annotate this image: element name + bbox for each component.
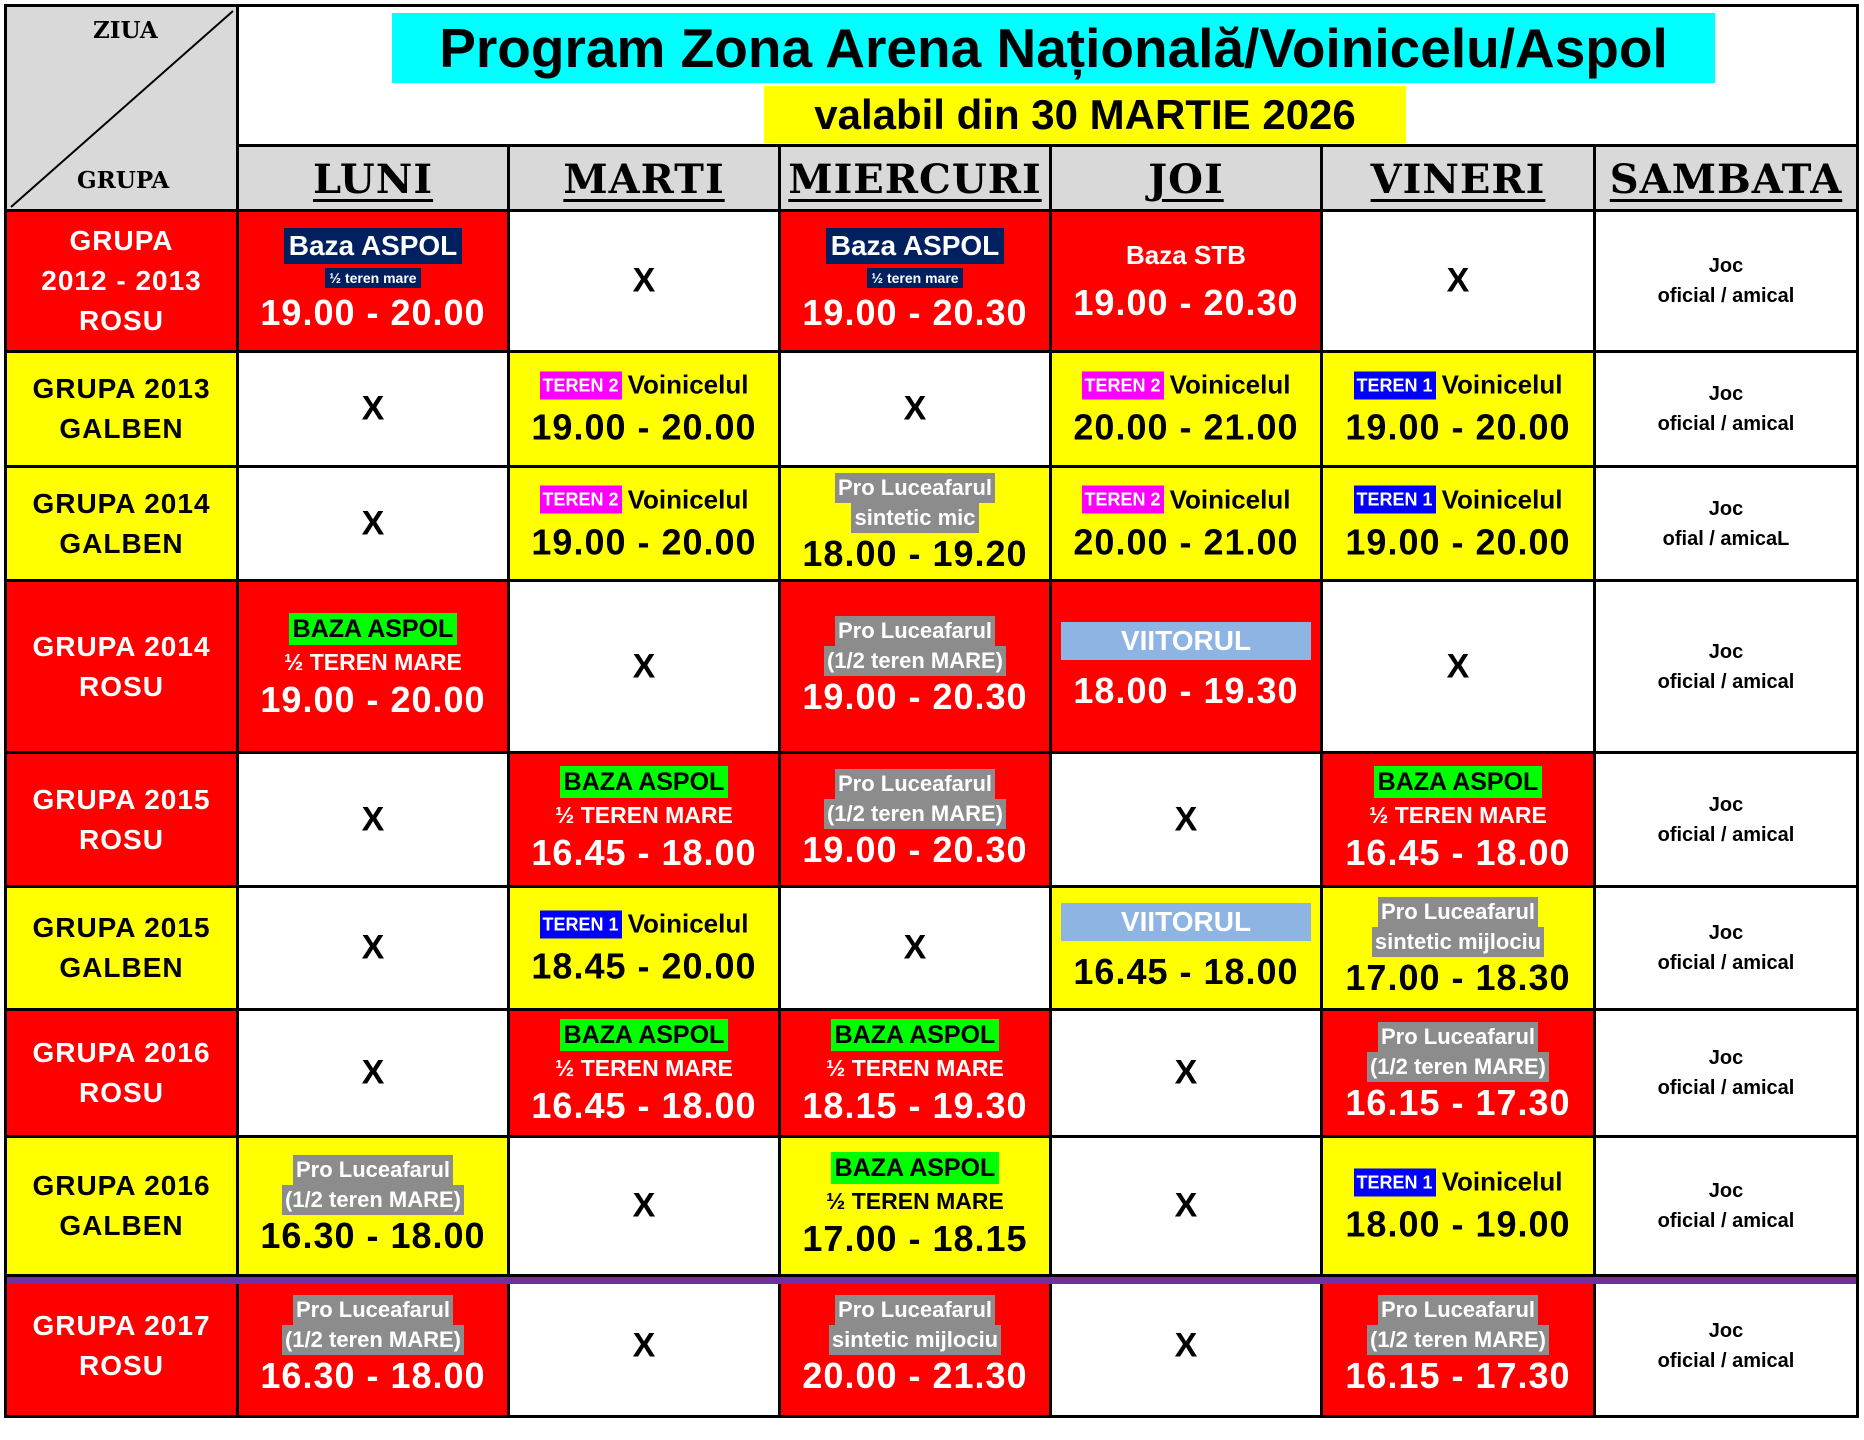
saturday-note: oficial / amical — [1657, 1077, 1795, 1099]
no-training-mark: X — [361, 928, 385, 967]
cell-content — [239, 390, 507, 429]
schedule-cell-joi — [1052, 1138, 1323, 1277]
time-slot: 19.00 - 20.00 — [260, 292, 486, 333]
venue-name: Voinicelul — [1441, 484, 1563, 514]
venue-row — [1354, 1167, 1563, 1198]
venue-label: Pro Luceafarul — [835, 616, 995, 646]
schedule-cell-sambata — [1596, 888, 1856, 1011]
group-label-cell — [7, 582, 239, 754]
day-header-vineri: VINERI — [1323, 147, 1596, 212]
no-training-mark: X — [903, 928, 927, 967]
venue-sublabel: (1/2 teren MARE) — [824, 799, 1006, 829]
cell-content — [239, 1295, 507, 1397]
venue-label: Baza ASPOL — [826, 228, 1005, 264]
day-header-joi: JOI — [1052, 147, 1323, 212]
saturday-note: oficial / amical — [1657, 285, 1795, 307]
cell-content — [781, 473, 1049, 575]
time-slot: 16.45 - 18.00 — [531, 1085, 757, 1126]
group-label-line: GRUPA 2016 — [32, 1170, 211, 1201]
venue-sublabel: ½ TEREN MARE — [555, 801, 733, 828]
saturday-note: Joc — [1708, 497, 1744, 520]
time-slot: 18.00 - 19.30 — [1073, 669, 1299, 711]
cell-content — [1323, 484, 1593, 563]
cell-content — [1323, 370, 1593, 449]
schedule-cell-miercuri — [781, 888, 1052, 1011]
schedule-cell-vineri — [1323, 1138, 1596, 1277]
venue-sublabel: (1/2 teren MARE) — [282, 1325, 464, 1355]
cell-content — [1596, 790, 1856, 850]
venue-label: Baza ASPOL — [284, 228, 463, 264]
cell-content — [1323, 1295, 1593, 1397]
page-title: Program Zona Arena Națională/Voinicelu/Aspol — [392, 13, 1715, 83]
cell-content — [510, 262, 778, 301]
group-label-line: GALBEN — [59, 527, 184, 559]
schedule-cell-vineri — [1323, 754, 1596, 888]
field-badge: TEREN 1 — [1354, 1168, 1436, 1196]
day-header-sambata: SAMBATA — [1596, 147, 1856, 212]
venue-sublabel: ½ TEREN MARE — [1369, 801, 1547, 828]
time-slot: 20.00 - 21.30 — [802, 1355, 1028, 1396]
venue-name: Voinicelul — [627, 369, 749, 400]
venue-name: Voinicelul — [1441, 369, 1563, 400]
schedule-cell-sambata — [1596, 582, 1856, 754]
group-label-line: ROSU — [79, 1350, 164, 1381]
venue-sublabel: ½ TEREN MARE — [284, 648, 462, 675]
cell-content — [781, 228, 1049, 334]
venue-label: Pro Luceafarul — [835, 769, 995, 799]
time-slot: 19.00 - 20.00 — [1345, 406, 1571, 448]
schedule-cell-joi — [1052, 468, 1323, 582]
time-slot: 18.45 - 20.00 — [531, 945, 757, 987]
cell-content — [1596, 637, 1856, 697]
schedule-cell-sambata — [1596, 754, 1856, 888]
field-badge: TEREN 2 — [540, 486, 622, 514]
no-training-mark: X — [1174, 1053, 1198, 1092]
saturday-note: oficial / amical — [1657, 670, 1795, 693]
cell-content — [1323, 647, 1593, 686]
day-header-miercuri: MIERCURI — [781, 147, 1052, 212]
schedule-cell-luni — [239, 468, 510, 582]
no-training-mark: X — [632, 647, 656, 685]
schedule-cell-miercuri — [781, 212, 1052, 353]
cell-content — [239, 504, 507, 543]
schedule-cell-luni — [239, 1138, 510, 1277]
time-slot: 19.00 - 20.00 — [260, 678, 486, 720]
schedule-cell-marti — [510, 353, 781, 468]
venue-label: BAZA ASPOL — [560, 1019, 729, 1051]
schedule-cell-joi — [1052, 754, 1323, 888]
schedule-cell-sambata — [1596, 1277, 1856, 1415]
time-slot: 17.00 - 18.30 — [1345, 957, 1571, 998]
no-training-mark: X — [361, 504, 385, 542]
schedule-cell-miercuri — [781, 582, 1052, 754]
schedule-cell-luni — [239, 212, 510, 353]
group-label-line: GALBEN — [59, 413, 184, 444]
time-slot: 19.00 - 20.30 — [802, 828, 1028, 870]
no-training-mark: X — [1174, 1186, 1198, 1225]
time-slot: 17.00 - 18.15 — [802, 1218, 1028, 1259]
venue-name: Voinicelul — [1169, 369, 1291, 400]
saturday-note: Joc — [1708, 793, 1744, 816]
group-label-line: GRUPA 2014 — [32, 630, 211, 662]
time-slot: 19.00 - 20.00 — [531, 406, 757, 448]
saturday-note: ofial / amicaL — [1662, 527, 1790, 550]
saturday-note: oficial / amical — [1657, 823, 1795, 846]
no-training-mark: X — [1174, 1326, 1198, 1365]
cell-content — [781, 929, 1049, 968]
cell-content — [239, 1155, 507, 1257]
cell-content — [781, 390, 1049, 429]
cell-content — [1596, 918, 1856, 978]
group-label-cell — [7, 353, 239, 468]
group-label-line: GALBEN — [59, 1210, 184, 1241]
field-badge: TEREN 1 — [1354, 371, 1436, 399]
cell-content — [239, 1054, 507, 1093]
cell-content — [510, 1019, 778, 1127]
time-slot: 18.15 - 19.30 — [802, 1085, 1028, 1126]
group-label-line: GRUPA 2014 — [32, 487, 211, 519]
time-slot: 16.15 - 17.30 — [1345, 1355, 1571, 1396]
cell-content — [1052, 1327, 1320, 1366]
group-label-cell — [7, 212, 239, 353]
cell-content — [239, 228, 507, 334]
cell-content — [510, 1327, 778, 1366]
cell-content — [239, 613, 507, 721]
cell-content — [510, 370, 778, 449]
time-slot: 16.30 - 18.00 — [260, 1355, 486, 1396]
venue-name: Voinicelul — [627, 908, 749, 939]
field-badge: TEREN 2 — [1082, 486, 1164, 514]
no-training-mark: X — [361, 800, 385, 838]
title-area — [239, 7, 1856, 147]
schedule-cell-vineri — [1323, 1277, 1596, 1415]
venue-name: Voinicelul — [1441, 1166, 1563, 1197]
venue-label: BAZA ASPOL — [831, 1152, 1000, 1184]
cell-content — [510, 909, 778, 988]
time-slot: 16.45 - 18.00 — [531, 831, 757, 873]
corner-group-label: GRUPA — [77, 167, 170, 194]
time-slot: 18.00 - 19.00 — [1345, 1203, 1571, 1245]
group-label-line: ROSU — [79, 823, 164, 855]
venue-row — [540, 909, 749, 940]
corner-header — [7, 7, 239, 212]
venue-label: Pro Luceafarul — [1378, 897, 1538, 927]
cell-content — [510, 647, 778, 686]
saturday-note: Joc — [1708, 640, 1744, 663]
cell-content — [1052, 370, 1320, 449]
cell-content — [1596, 251, 1856, 311]
group-label-line: ROSU — [79, 670, 164, 702]
page-subtitle: valabil din 30 MARTIE 2026 — [764, 86, 1406, 143]
field-badge: TEREN 2 — [1082, 371, 1164, 399]
cell-content — [510, 484, 778, 563]
schedule-cell-miercuri — [781, 1277, 1052, 1415]
field-badge: TEREN 1 — [1354, 486, 1436, 514]
schedule-cell-luni — [239, 888, 510, 1011]
venue-sublabel: ½ TEREN MARE — [555, 1055, 733, 1081]
schedule-cell-joi — [1052, 1011, 1323, 1138]
cell-content — [1052, 622, 1320, 712]
group-label-cell — [7, 888, 239, 1011]
group-label-cell — [7, 1011, 239, 1138]
group-label-cell — [7, 754, 239, 888]
schedule-cell-marti — [510, 888, 781, 1011]
day-header-luni: LUNI — [239, 147, 510, 212]
venue-sublabel: ½ teren mare — [867, 268, 962, 288]
cell-content — [781, 616, 1049, 718]
cell-content — [510, 1187, 778, 1226]
schedule-sheet — [4, 4, 1859, 1418]
venue-sublabel: ½ TEREN MARE — [826, 1188, 1004, 1214]
time-slot: 16.45 - 18.00 — [1073, 951, 1299, 992]
group-label-line: GRUPA 2016 — [32, 1037, 211, 1068]
venue-sublabel: (1/2 teren MARE) — [1367, 1052, 1549, 1082]
schedule-cell-sambata — [1596, 1138, 1856, 1277]
schedule-cell-marti — [510, 1011, 781, 1138]
no-training-mark: X — [1446, 261, 1470, 300]
group-label-line: GALBEN — [59, 952, 184, 983]
cell-content — [1323, 1022, 1593, 1124]
schedule-cell-luni — [239, 1277, 510, 1415]
venue-row — [540, 484, 749, 515]
venue-row — [1354, 484, 1563, 515]
group-label-line: GRUPA 2015 — [32, 912, 211, 943]
cell-content — [781, 1295, 1049, 1397]
venue-row — [1082, 370, 1291, 401]
saturday-note: oficial / amical — [1657, 1210, 1795, 1232]
venue-label: BAZA ASPOL — [560, 766, 729, 798]
schedule-cell-joi — [1052, 888, 1323, 1011]
venue-name: Voinicelul — [627, 484, 749, 514]
time-slot: 19.00 - 20.30 — [802, 675, 1028, 717]
venue-sublabel: ½ teren mare — [325, 268, 420, 288]
cell-content — [1052, 238, 1320, 324]
saturday-note: Joc — [1708, 255, 1744, 277]
venue-label: Pro Luceafarul — [1378, 1022, 1538, 1052]
cell-content — [1596, 494, 1856, 554]
venue-sublabel: sintetic mijlociu — [1372, 927, 1544, 957]
group-label-line: GRUPA — [69, 225, 174, 256]
schedule-cell-marti — [510, 468, 781, 582]
venue-label: VIITORUL — [1061, 903, 1311, 941]
saturday-note: Joc — [1708, 383, 1744, 405]
no-training-mark: X — [361, 389, 385, 428]
time-slot: 19.00 - 20.30 — [802, 292, 1028, 333]
schedule-cell-joi — [1052, 582, 1323, 754]
saturday-note: oficial / amical — [1657, 952, 1795, 974]
time-slot: 20.00 - 21.00 — [1073, 406, 1299, 448]
group-label-line: ROSU — [79, 305, 164, 336]
group-label-line: 2012 - 2013 — [41, 265, 202, 296]
no-training-mark: X — [903, 389, 927, 428]
schedule-cell-joi — [1052, 1277, 1323, 1415]
schedule-cell-miercuri — [781, 353, 1052, 468]
schedule-cell-vineri — [1323, 212, 1596, 353]
cell-content — [781, 1019, 1049, 1127]
schedule-cell-sambata — [1596, 1011, 1856, 1138]
day-header-marti: MARTI — [510, 147, 781, 212]
schedule-cell-marti — [510, 754, 781, 888]
cell-content — [510, 766, 778, 874]
time-slot: 16.30 - 18.00 — [260, 1215, 486, 1256]
cell-content — [781, 1152, 1049, 1260]
cell-content — [239, 800, 507, 839]
venue-row — [540, 370, 749, 401]
cell-content — [781, 769, 1049, 871]
time-slot: 19.00 - 20.00 — [1345, 521, 1571, 562]
cell-content — [1596, 1176, 1856, 1236]
group-label-line: GRUPA 2017 — [32, 1310, 211, 1341]
time-slot: 18.00 - 19.20 — [802, 532, 1028, 574]
schedule-cell-sambata — [1596, 353, 1856, 468]
saturday-note: Joc — [1708, 1047, 1744, 1069]
cell-content — [1323, 262, 1593, 301]
no-training-mark: X — [1174, 800, 1198, 838]
group-label-line: GRUPA 2013 — [32, 373, 211, 404]
no-training-mark: X — [1446, 647, 1470, 685]
schedule-cell-vineri — [1323, 353, 1596, 468]
no-training-mark: X — [361, 1053, 385, 1092]
venue-name: Voinicelul — [1169, 484, 1291, 514]
cell-content — [1596, 1316, 1856, 1376]
cell-content — [1323, 1167, 1593, 1246]
schedule-cell-luni — [239, 582, 510, 754]
venue-sublabel: (1/2 teren MARE) — [824, 646, 1006, 676]
cell-content — [1596, 379, 1856, 439]
group-label-cell — [7, 468, 239, 582]
time-slot: 19.00 - 20.00 — [531, 521, 757, 562]
schedule-cell-luni — [239, 1011, 510, 1138]
venue-label: VIITORUL — [1061, 622, 1311, 660]
schedule-cell-vineri — [1323, 1011, 1596, 1138]
cell-content — [1323, 897, 1593, 999]
schedule-cell-miercuri — [781, 1138, 1052, 1277]
schedule-cell-miercuri — [781, 1011, 1052, 1138]
cell-content — [1052, 1054, 1320, 1093]
schedule-cell-marti — [510, 1138, 781, 1277]
venue-row — [1082, 484, 1291, 515]
venue-label: Pro Luceafarul — [1378, 1295, 1538, 1325]
cell-content — [1323, 766, 1593, 874]
schedule-cell-joi — [1052, 353, 1323, 468]
venue-label: Pro Luceafarul — [835, 473, 995, 503]
saturday-note: oficial / amical — [1657, 413, 1795, 435]
group-label-line: GRUPA 2015 — [32, 783, 211, 815]
venue-row — [1354, 370, 1563, 401]
saturday-note: Joc — [1708, 1320, 1744, 1342]
field-badge: TEREN 1 — [540, 910, 622, 938]
group-label-cell — [7, 1138, 239, 1277]
schedule-cell-sambata — [1596, 468, 1856, 582]
time-slot: 19.00 - 20.30 — [1073, 282, 1299, 323]
saturday-note: oficial / amical — [1657, 1350, 1795, 1372]
cell-content — [1052, 1187, 1320, 1226]
corner-day-label: ZIUA — [93, 17, 158, 44]
cell-content — [1052, 800, 1320, 839]
venue-label: BAZA ASPOL — [289, 613, 458, 645]
venue-sublabel: sintetic mijlociu — [829, 1325, 1001, 1355]
group-label-line: ROSU — [79, 1077, 164, 1108]
saturday-note: Joc — [1708, 922, 1744, 944]
schedule-cell-joi — [1052, 212, 1323, 353]
schedule-cell-sambata — [1596, 212, 1856, 353]
schedule-cell-marti — [510, 582, 781, 754]
cell-content — [1596, 1043, 1856, 1103]
cell-content — [239, 929, 507, 968]
venue-sublabel: (1/2 teren MARE) — [282, 1185, 464, 1215]
cell-content — [1052, 903, 1320, 993]
purple-divider — [7, 1277, 1856, 1284]
time-slot: 16.15 - 17.30 — [1345, 1082, 1571, 1123]
schedule-cell-marti — [510, 212, 781, 353]
venue-sublabel: ½ TEREN MARE — [826, 1055, 1004, 1081]
no-training-mark: X — [632, 1326, 656, 1365]
field-badge: TEREN 2 — [540, 371, 622, 399]
venue-sublabel: (1/2 teren MARE) — [1367, 1325, 1549, 1355]
venue-sublabel: sintetic mic — [851, 503, 978, 533]
saturday-note: Joc — [1708, 1180, 1744, 1202]
schedule-cell-vineri — [1323, 582, 1596, 754]
venue-label: Baza STB — [1126, 240, 1246, 270]
venue-label: Pro Luceafarul — [293, 1295, 453, 1325]
venue-label: Pro Luceafarul — [293, 1155, 453, 1185]
time-slot: 20.00 - 21.00 — [1073, 521, 1299, 562]
group-label-cell — [7, 1277, 239, 1415]
venue-label: BAZA ASPOL — [1374, 766, 1543, 798]
venue-label: Pro Luceafarul — [835, 1295, 995, 1325]
schedule-cell-luni — [239, 754, 510, 888]
cell-content — [1052, 484, 1320, 563]
time-slot: 16.45 - 18.00 — [1345, 831, 1571, 873]
schedule-cell-vineri — [1323, 888, 1596, 1011]
schedule-cell-miercuri — [781, 468, 1052, 582]
venue-label: BAZA ASPOL — [831, 1019, 1000, 1051]
no-training-mark: X — [632, 1186, 656, 1225]
schedule-cell-marti — [510, 1277, 781, 1415]
schedule-cell-vineri — [1323, 468, 1596, 582]
schedule-cell-luni — [239, 353, 510, 468]
schedule-cell-miercuri — [781, 754, 1052, 888]
no-training-mark: X — [632, 261, 656, 300]
